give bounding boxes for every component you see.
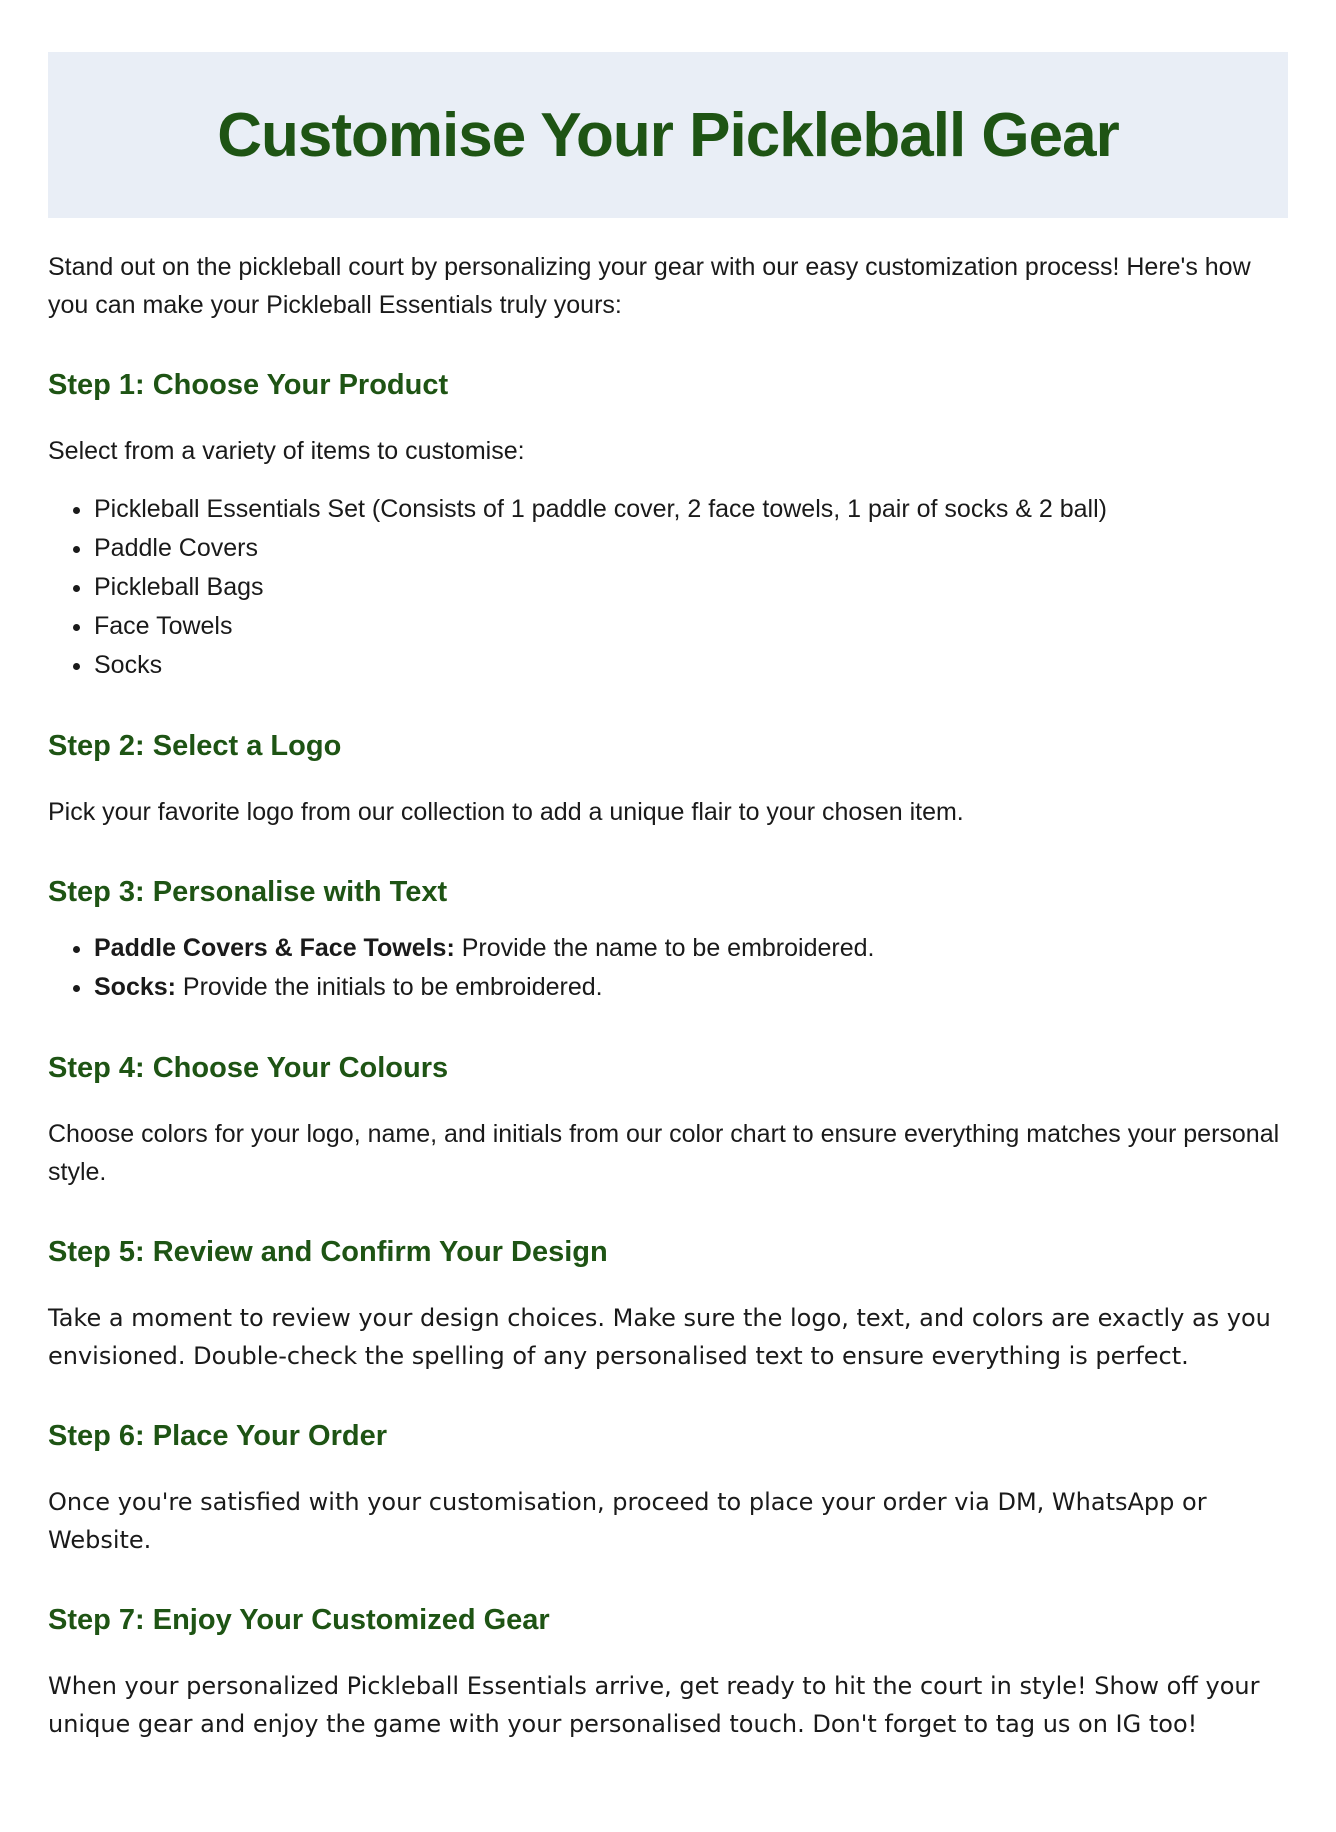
section-step-3 xyxy=(48,875,1288,1007)
item-label: Paddle Covers & Face Towels: xyxy=(94,934,455,962)
personalise-list-item xyxy=(94,929,1288,968)
step-5-body: Take a moment to review your design choices. Make sure the logo, text, and colors are exactly as you envisioned. Double-check the spelling of any personalised text to ensure everything is perfect. xyxy=(48,1304,1271,1370)
section-step-1 xyxy=(48,368,1288,685)
personalise-list xyxy=(48,929,1288,1007)
intro-paragraph: Stand out on the pickleball court by personalizing your gear with our easy customization process! Here's how you can make your Pickleball Essentials truly yours: xyxy=(48,253,1251,319)
step-2-body: Pick your favorite logo from our collection to add a unique flair to your chosen item. xyxy=(48,798,964,826)
header-banner xyxy=(48,52,1288,218)
product-list-item: • Pickleball Bags xyxy=(94,568,1288,607)
step-1-heading: Step 1: Choose Your Product xyxy=(48,369,449,401)
section-step-6 xyxy=(48,1419,1288,1559)
page-title: Customise Your Pickleball Gear xyxy=(217,100,1119,170)
step-3-heading: Step 3: Personalise with Text xyxy=(48,876,448,908)
step-7-body: When your personalized Pickleball Essentials arrive, get ready to hit the court in style! Show off your unique gear and enjoy the game with your personalised touch. Don't forget to tag us on IG too! xyxy=(48,1672,1260,1738)
product-list-item: • Paddle Covers xyxy=(94,529,1288,568)
step-5-heading: Step 5: Review and Confirm Your Design xyxy=(48,1236,608,1268)
product-list-item: • Face Towels xyxy=(94,607,1288,646)
step-6-body: Once you're satisfied with your customisation, proceed to place your order via DM, WhatsApp or Website. xyxy=(48,1488,1207,1554)
step-6-heading: Step 6: Place Your Order xyxy=(48,1420,387,1452)
section-step-2 xyxy=(48,729,1288,831)
step-4-body: Choose colors for your logo, name, and initials from our color chart to ensure everything matches your personal style. xyxy=(48,1120,1280,1186)
personalise-list-item xyxy=(94,968,1288,1007)
step-2-heading: Step 2: Select a Logo xyxy=(48,730,342,762)
section-step-7 xyxy=(48,1603,1288,1743)
product-list-item: • Socks xyxy=(94,646,1288,685)
item-label: Socks: xyxy=(94,973,176,1001)
section-step-5 xyxy=(48,1235,1288,1375)
item-text: Provide the initials to be embroidered. xyxy=(175,973,603,1001)
step-4-heading: Step 4: Choose Your Colours xyxy=(48,1052,449,1084)
step-7-heading: Step 7: Enjoy Your Customized Gear xyxy=(48,1604,550,1636)
product-list xyxy=(48,490,1288,685)
product-list-item: • Pickleball Essentials Set (Consists of 1 paddle cover, 2 face towels, 1 pair of socks & 2 ball) xyxy=(94,490,1288,529)
step-1-lead: Select from a variety of items to customise: xyxy=(48,437,525,465)
section-step-4 xyxy=(48,1051,1288,1191)
item-text: Provide the name to be embroidered. xyxy=(454,934,875,962)
